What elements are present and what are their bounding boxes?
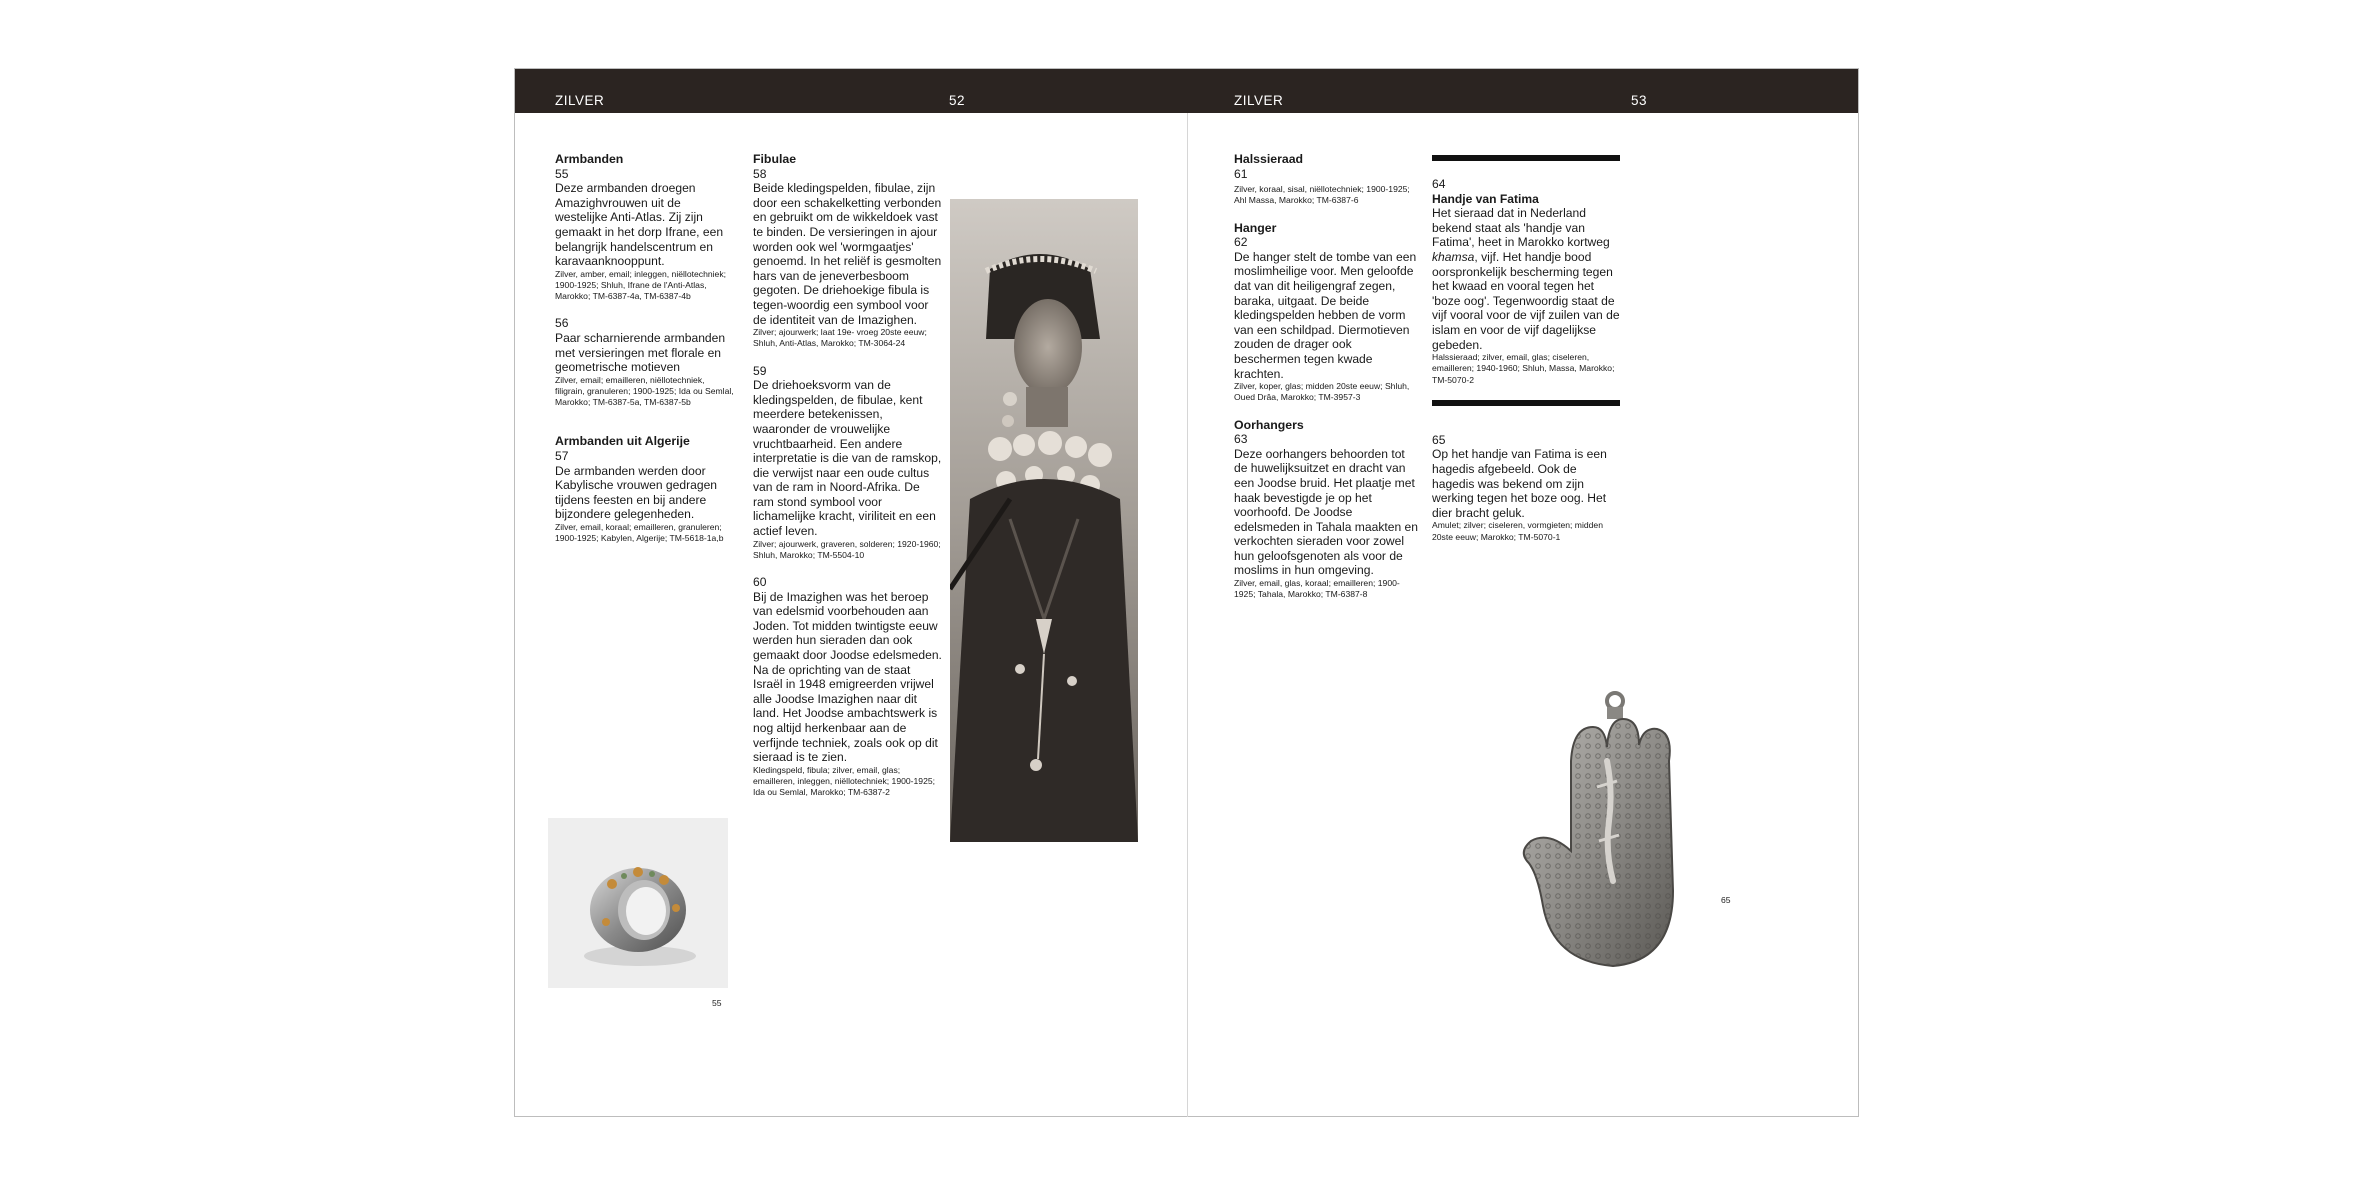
heading-armbanden-algerije: Armbanden uit Algerije <box>555 434 690 449</box>
entry-number: 57 <box>555 448 569 463</box>
entry-caption: Zilver, amber, email; inleggen, niëllotechniek; 1900-1925; Shluh, Ifrane de l'Anti-Atlas, Marokko; TM-6387-4a, TM-6387-4b <box>555 268 727 302</box>
entry-caption: Zilver, email, glas, koraal; emailleren; 1900-1925; Tahala, Marokko; TM-6387-8 <box>1234 578 1400 600</box>
left-column-2 <box>753 152 943 812</box>
entry-text: Bij de Imazighen was het beroep van edelsmid voorbehouden aan Joden. Tot midden twintigste eeuw werden hun sieraden dan ook gemaakt door Joodse edelsmeden. Na de oprichting van de staat Israël in 1948 emigreerden vrijwel alle Joodse Imazighen naar dit land. Het Joodse ambachtswerk is nog altijd herkenbaar aan de verfijnde techniek, zoals ook op dit sieraad is te zien. <box>753 589 942 765</box>
entry-caption: Amulet; zilver; ciseleren, vormgieten; midden 20ste eeuw; Marokko; TM-5070-1 <box>1432 520 1603 542</box>
portrait-photo <box>950 199 1138 842</box>
entry-text: Deze oorhangers behoorden tot de huwelijksuitzet en dracht van een Joodse bruid. Het plaatje met haak bevestigde je op het voorhoofd. De Joodse edelsmeden in Tahala maakten en verkochten sieraden voor zowel hun geloofsgenoten als voor de moslims in hun omgeving. <box>1234 446 1418 578</box>
entry-text: De armbanden werden door Kabylische vrouwen gedragen tijdens feesten en bij andere bijzondere gelegenheden. <box>555 463 718 522</box>
entry-caption: Zilver; ajourwerk, graveren, solderen; 1920-1960; Shluh, Marokko; TM-5504-10 <box>753 538 941 560</box>
entry-62 <box>1234 235 1419 403</box>
entry-caption: Zilver, email, koraal; emailleren, granuleren; 1900-1925; Kabylen, Algerije; TM-5618-1a,b <box>555 521 724 544</box>
right-column-1 <box>1234 152 1419 614</box>
portrait-image <box>950 199 1138 842</box>
hand-of-fatima-photo <box>1513 691 1703 979</box>
entry-number: 64 <box>1432 177 1446 191</box>
entry-caption: Zilver, email; emailleren, niëllotechniek, filigrain, granuleren; 1900-1925; Ida ou Semlal, Marokko; TM-6387-5a, TM-6387-5b <box>555 374 734 408</box>
entry-64 <box>1432 177 1620 386</box>
entry-text: Deze armbanden droegen Amazighvrouwen uit de westelijke Anti-Atlas. Zij zijn gemaakt in het dorp Ifrane, een belangrijk handelscentrum en karavaanknooppunt. <box>555 181 724 269</box>
right-column-2 <box>1432 155 1620 557</box>
heading-fibulae: Fibulae <box>753 152 797 166</box>
entry-number: 59 <box>753 363 767 378</box>
page-gutter <box>1187 113 1188 1117</box>
entry-number: 61 <box>1234 166 1248 181</box>
entry-56 <box>555 316 735 408</box>
entry-caption: Kledingspeld, fibula; zilver, email, glas; emailleren, inleggen, niëllotechniek; 1900-1925; Ida ou Semlal, Marokko; TM-6387-2 <box>753 764 936 798</box>
entry-55 <box>555 167 735 303</box>
entry-number: 65 <box>1432 432 1446 447</box>
entry-number: 58 <box>753 166 767 181</box>
entry-text: Beide kledingspelden, fibulae, zijn door een schakelketting verbonden en gebruikt om de wikkeldoek vast te binden. De versieringen in ajour worden ook wel 'wormgaatjes' genoemd. In het reliëf is gesmolten hars van de jeneverbesboom gegoten. De driehoekige fibula is tegen-woordig een symbool voor de identiteit van de Imazighen. <box>753 181 942 327</box>
header-bar <box>515 69 1858 113</box>
hand-figure-number: 65 <box>1721 895 1731 905</box>
left-page-number: 52 <box>949 93 966 108</box>
entry-caption: Zilver, koper, glas; midden 20ste eeuw; Shluh, Oued Drâa, Marokko; TM-3957-3 <box>1234 381 1410 403</box>
heading-armbanden: Armbanden <box>555 152 624 166</box>
entry-number: 63 <box>1234 432 1248 447</box>
entry-caption: Halssieraad; zilver, email, glas; ciseleren, emailleren; 1940-1960; Shluh, Massa, Marokko; TM-5070-2 <box>1432 352 1615 385</box>
hand-of-fatima-image <box>1513 691 1703 979</box>
entry-text: Op het handje van Fatima is een hagedis afgebeeld. Ook de hagedis was bekend om zijn werking tegen het boze oog. Het dier bracht geluk. <box>1432 447 1607 520</box>
entry-text: Het sieraad dat in Nederland bekend staat als 'handje van Fatima', heet in Marokko kortweg khamsa, vijf. Het handje bood oorspronkelijk bescherming tegen het kwaad en vooral tegen het 'boze oog'. Tegenwoordig staat de vijf vooral voor de vijf zuilen van de islam en voor de vijf dagelijkse gebeden. <box>1432 206 1620 352</box>
left-section-title: ZILVER <box>555 93 605 108</box>
ring-figure-number: 55 <box>712 998 722 1008</box>
entry-65 <box>1432 433 1620 543</box>
entry-60 <box>753 575 943 798</box>
entry-number: 55 <box>555 166 569 181</box>
entry-caption: Zilver; ajourwerk; laat 19e- vroeg 20ste eeuw; Shluh, Anti-Atlas, Marokko; TM-3064-24 <box>753 327 927 349</box>
heading-hanger: Hanger <box>1234 220 1277 235</box>
entry-text: De hanger stelt de tombe van een moslimheilige voor. Men geloofde dat van dit heiligengraf zegen, baraka, uitgaat. De beide kledingspelden hebben de vorm van een schildpad. Diermotieven zouden de drager ook beschermen tegen kwade krachten. <box>1234 249 1417 381</box>
book-spread <box>514 68 1859 1117</box>
entry-title: Handje van Fatima <box>1432 191 1539 206</box>
entry-59 <box>753 364 943 562</box>
entry-63 <box>1234 432 1419 600</box>
right-section-title: ZILVER <box>1234 93 1284 108</box>
bracelet-ring-image <box>548 818 728 988</box>
heading-oorhangers: Oorhangers <box>1234 417 1304 432</box>
ring-photo <box>548 818 728 988</box>
left-column-1 <box>555 152 735 558</box>
heading-halssieraad: Halssieraad <box>1234 152 1304 166</box>
entry-number: 56 <box>555 316 569 331</box>
right-page-number: 53 <box>1631 93 1648 108</box>
entry-61 <box>1234 167 1419 207</box>
entry-number: 60 <box>753 575 767 590</box>
entry-text: Paar scharnierende armbanden met versieringen met florale en geometrische motieven <box>555 330 726 375</box>
entry-caption: Zilver, koraal, sisal, niëllotechniek; 1900-1925; Ahl Massa, Marokko; TM-6387-6 <box>1234 184 1410 206</box>
entry-text: De driehoeksvorm van de kledingspelden, de fibulae, kent meerdere betekenissen, waaronder de vrouwelijke vruchtbaarheid. Een andere interpretatie is die van de ramskop, die verwijst naar een oude cultus van de ram in Noord-Afrika. De ram stond symbool voor lichamelijke kracht, viriliteit en een actief leven. <box>753 378 942 539</box>
entry-number: 62 <box>1234 235 1248 250</box>
entry-58 <box>753 167 943 350</box>
entry-57 <box>555 449 735 544</box>
